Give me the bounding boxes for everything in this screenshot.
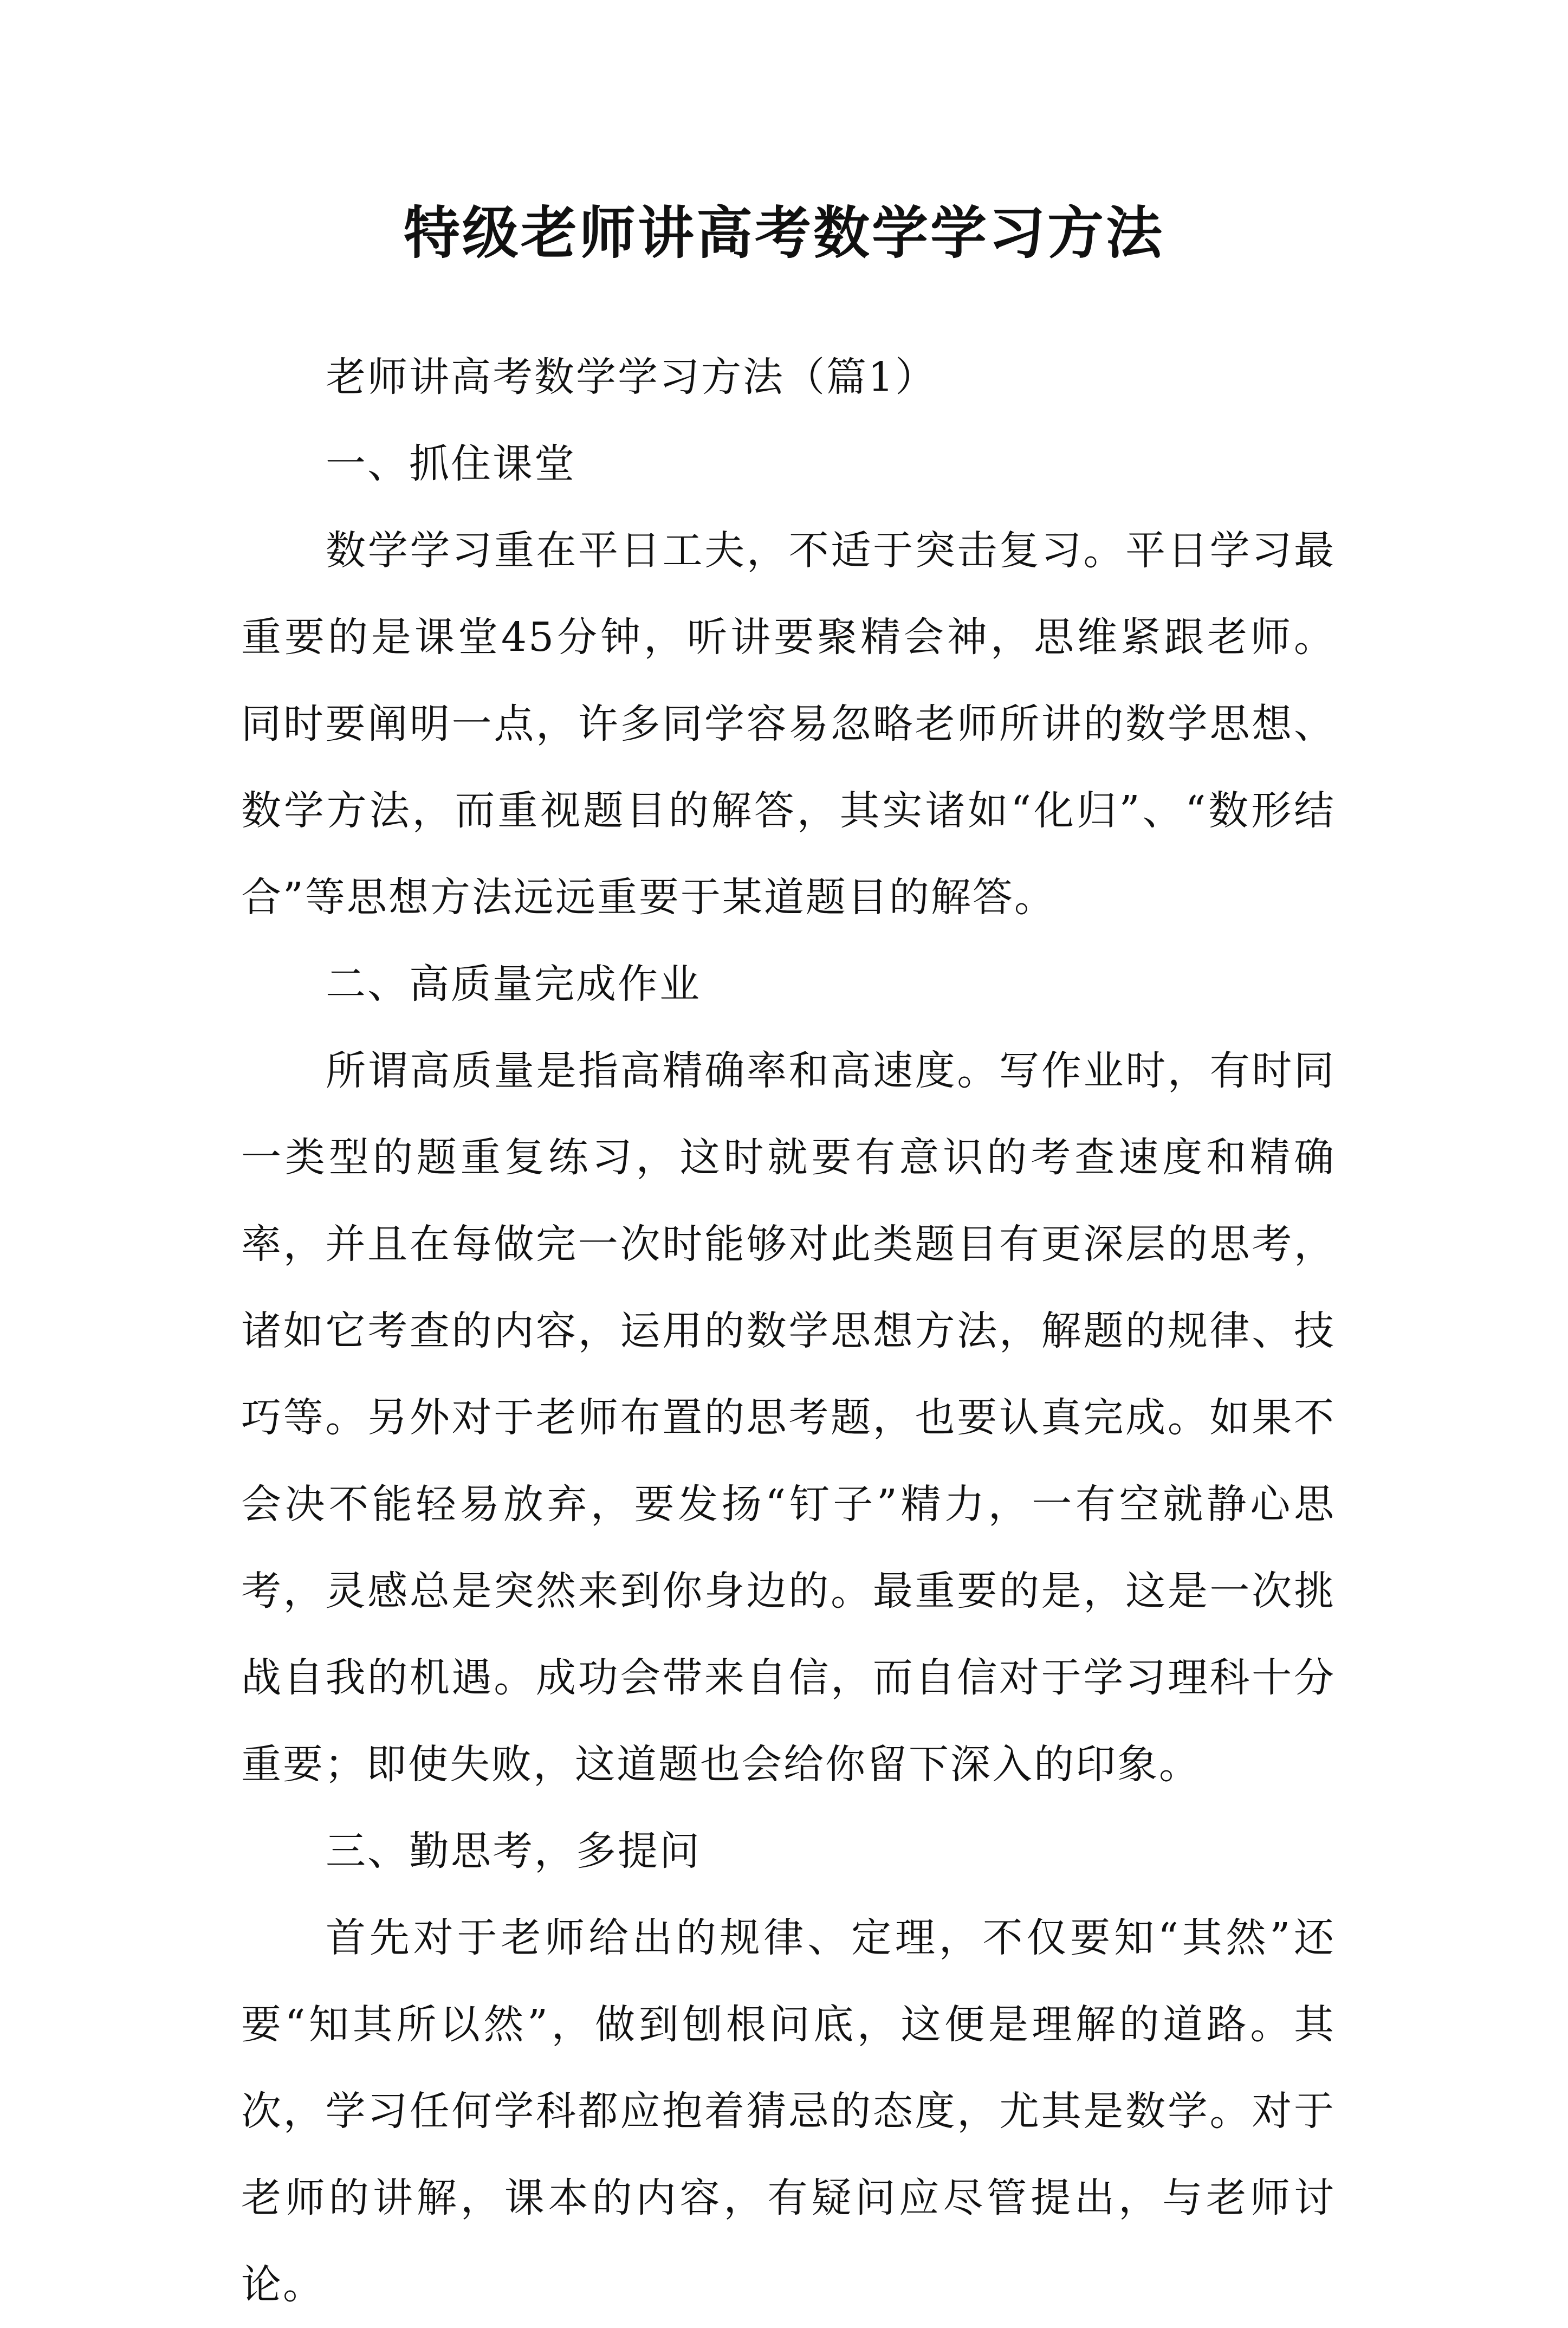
- body-paragraph: 数学学习重在平日工夫，不适于突击复习。平日学习最重要的是课堂45分钟，听讲要聚精会神，思维紧跟老师。同时要阐明一点，许多同学容易忽略老师所讲的数学思想、数学方法，而重视题目的解答，其实诸如“化归”、“数形结合”等思想方法远远重要于某道题目的解答。: [241, 527, 1336, 921]
- body-paragraph: 首先对于老师给出的规律、定理，不仅要知“其然”还要“知其所以然”，做到刨根问底，这便是理解的道路。其次，学习任何学科都应抱着猜忌的态度，尤其是数学。对于老师的讲解，课本的内容，有疑问应尽管提出，与老师讨论。: [241, 1915, 1336, 2308]
- section-heading-1: 一、抓住课堂: [326, 441, 576, 487]
- document-title: 特级老师讲高考数学学习方法: [403, 199, 1164, 266]
- article-subtitle: 老师讲高考数学学习方法（篇1）: [326, 354, 937, 400]
- section-heading-2: 二、高质量完成作业: [326, 961, 701, 1007]
- section-heading-3: 三、勤思考，多提问: [326, 1828, 701, 1874]
- body-paragraph: 所谓高质量是指高精确率和高速度。写作业时，有时同一类型的题重复练习，这时就要有意识的考查速度和精确率，并且在每做完一次时能够对此类题目有更深层的思考，诸如它考查的内容，运用的数学思想方法，解题的规律、技巧等。另外对于老师布置的思考题，也要认真完成。如果不会决不能轻易放弃，要发扬“钉子”精力，一有空就静心思考，灵感总是突然来到你身边的。最重要的是，这是一次挑战自我的机遇。成功会带来自信，而自信对于学习理科十分重要；即使失败，这道题也会给你留下深入的印象。: [241, 1047, 1336, 1788]
- document-body: [241, 334, 1336, 2328]
